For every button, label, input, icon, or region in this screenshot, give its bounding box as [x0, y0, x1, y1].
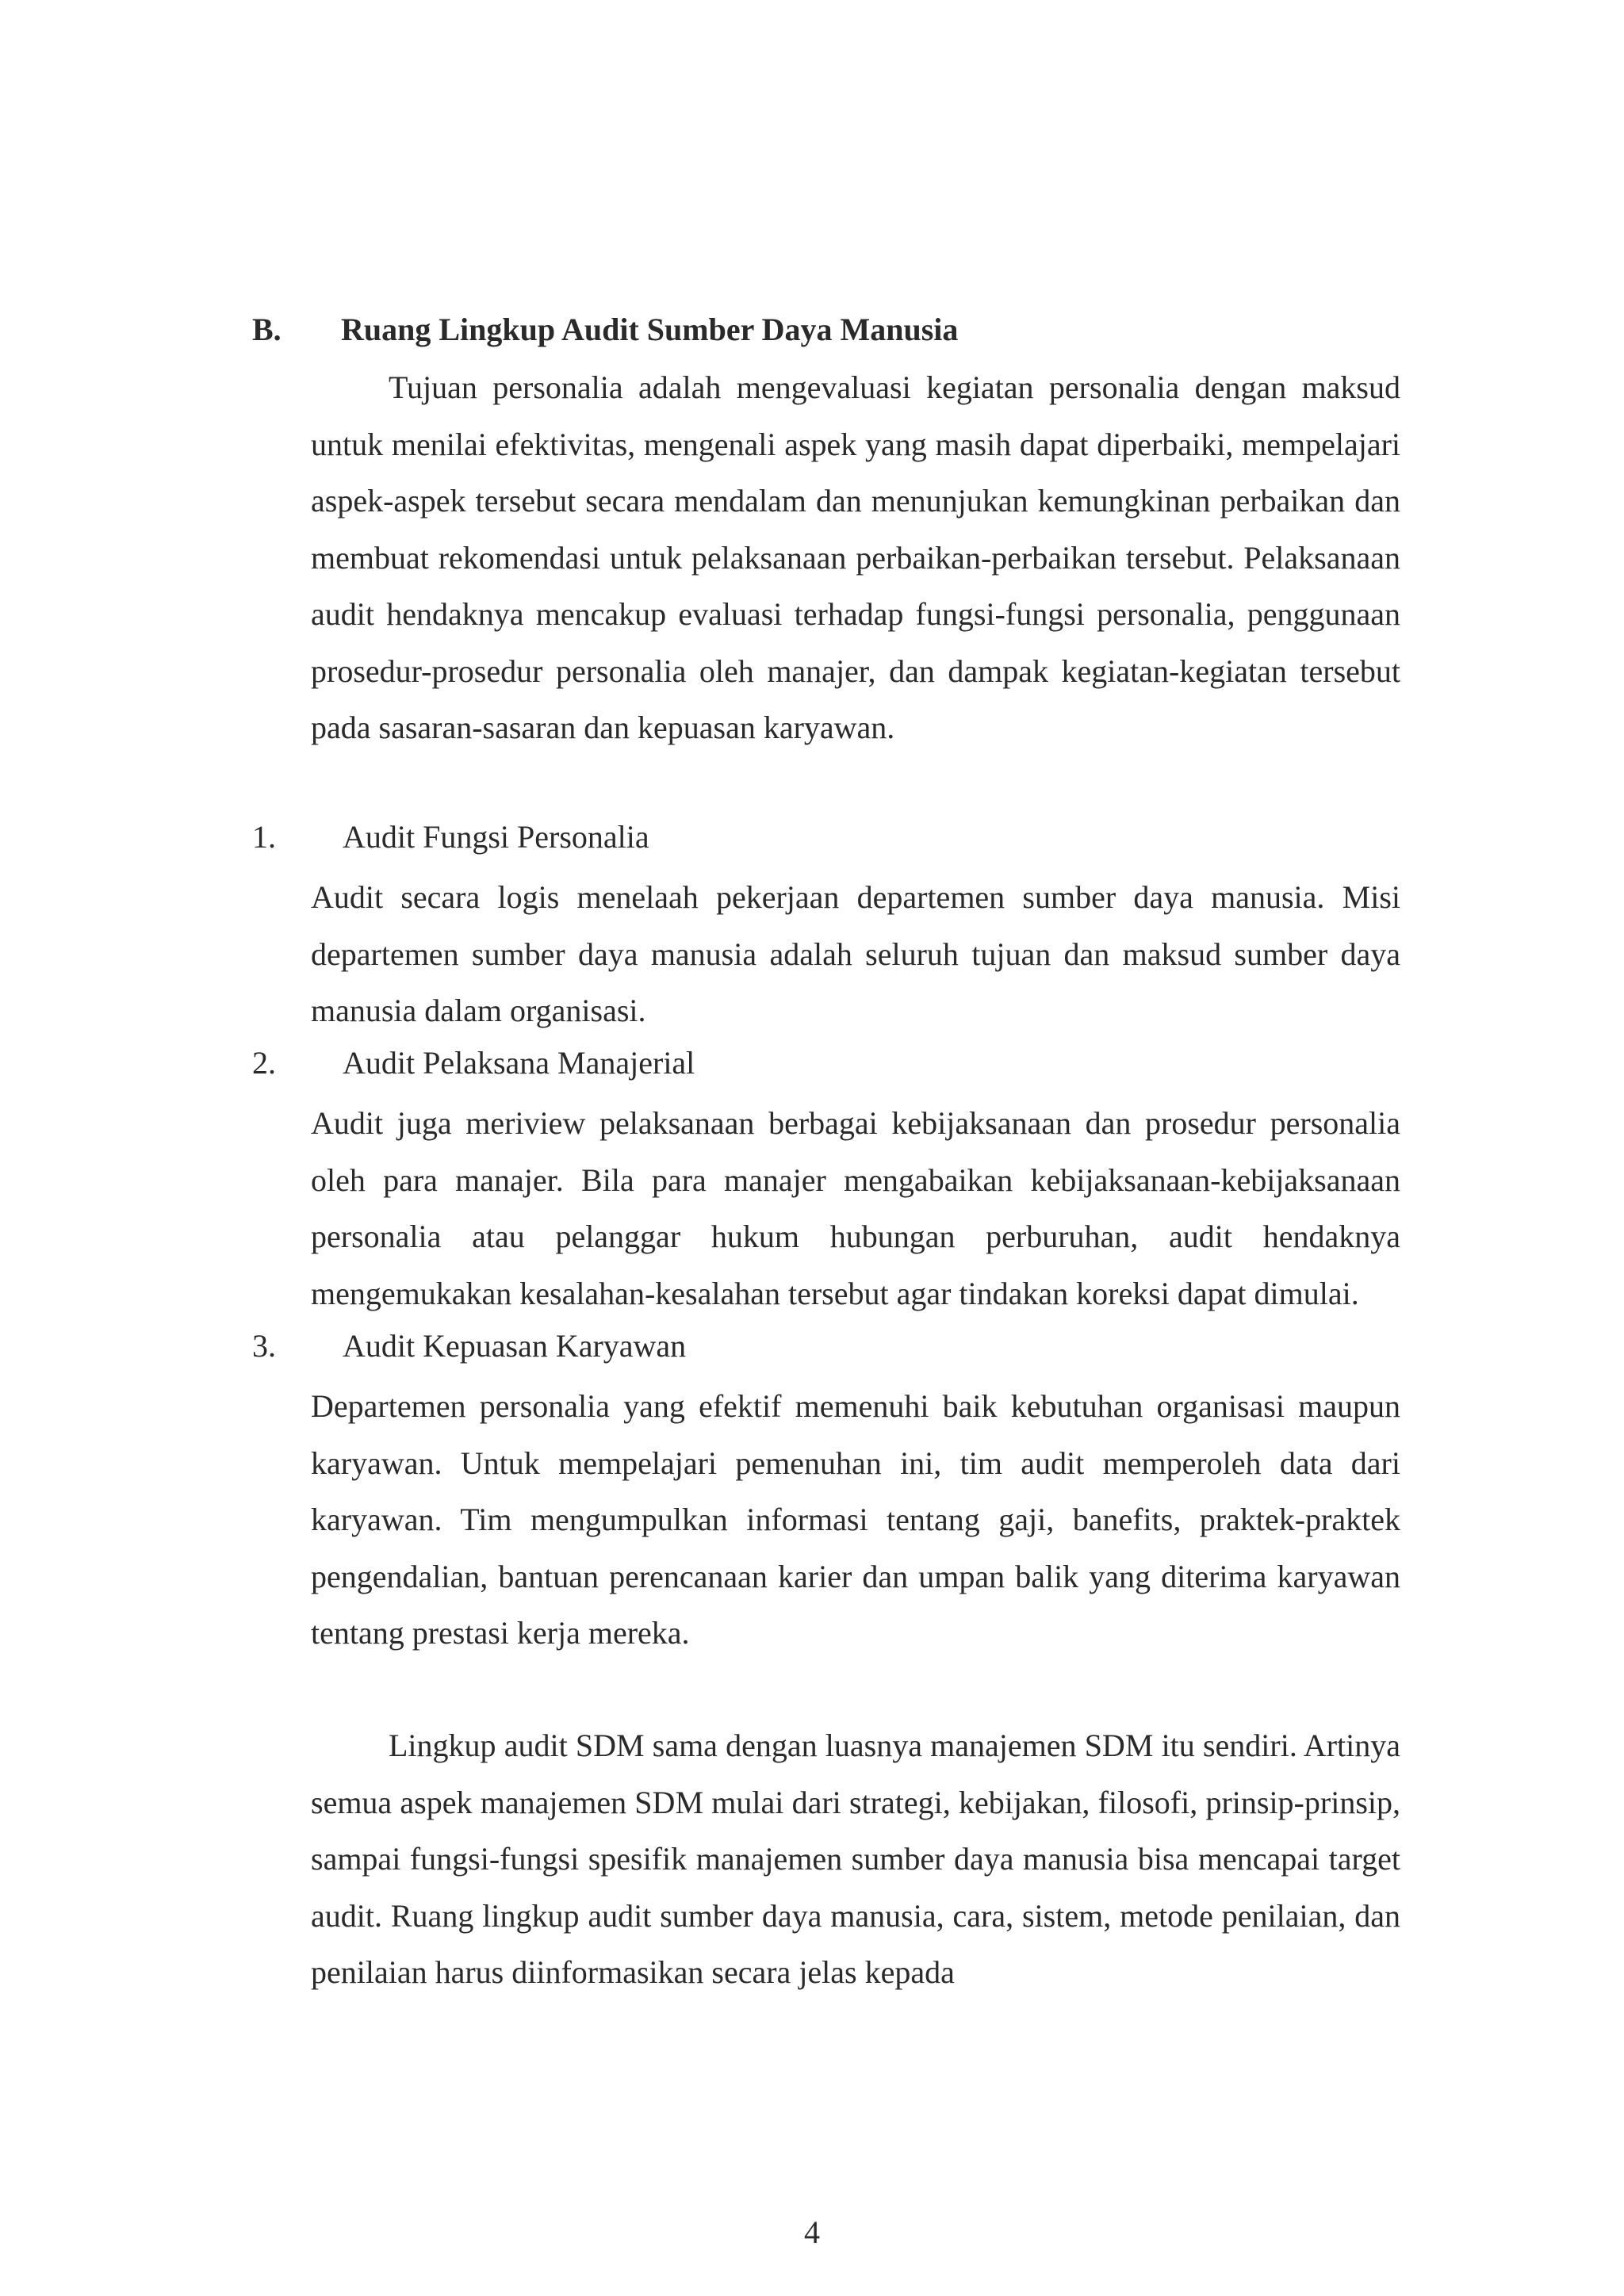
list-item-body-1 — [311, 869, 1400, 1039]
list-item-heading: Audit Kepuasan Karyawan — [343, 1328, 687, 1364]
list-item-heading: Audit Pelaksana Manajerial — [343, 1045, 695, 1081]
list-item-title-1 — [252, 815, 649, 859]
list-item-heading: Audit Fungsi Personalia — [343, 819, 649, 855]
list-item-text: Audit juga meriview pelaksanaan berbagai kebijaksanaan dan prosedur personalia oleh para manajer. Bila para manajer mengabaikan kebijaksanaan-kebijaksanaan personalia atau pelanggar hukum hubungan perburuhan, audit hendaknya mengemukakan kesalahan-kesalahan tersebut agar tindakan koreksi dapat dimulai. — [311, 1105, 1400, 1311]
list-item-title-2 — [252, 1041, 695, 1085]
section-intro-paragraph — [311, 359, 1400, 756]
list-item-body-2 — [311, 1095, 1400, 1322]
list-item-body-3 — [311, 1378, 1400, 1662]
section-marker: B. — [252, 312, 282, 347]
intro-text: Tujuan personalia adalah mengevaluasi kegiatan personalia dengan maksud untuk menilai efektivitas, mengenali aspek yang masih dapat diperbaiki, mempelajari aspek-aspek tersebut secara mendalam dan menunjukan kemungkinan perbaikan dan membuat rekomendasi untuk pelaksanaan perbaikan-perbaikan tersebut. Pelaksanaan audit hendaknya mencakup evaluasi terhadap fungsi-fungsi personalia, penggunaan prosedur-prosedur personalia oleh manajer, dan dampak kegiatan-kegiatan tersebut pada sasaran-sasaran dan kepuasan karyawan. — [311, 369, 1400, 745]
section-heading — [252, 308, 958, 352]
list-item-number: 2. — [252, 1045, 276, 1081]
list-item-number: 3. — [252, 1328, 276, 1364]
list-item-text: Departemen personalia yang efektif memenuhi baik kebutuhan organisasi maupun karyawan. Untuk mempelajari pemenuhan ini, tim audit memperoleh data dari karyawan. Tim mengumpulkan informasi tentang gaji, banefits, praktek-praktek pengendalian, bantuan perencanaan karier dan umpan balik yang diterima karyawan tentang prestasi kerja mereka. — [311, 1388, 1400, 1651]
page-number: 4 — [804, 2214, 820, 2250]
closing-paragraph — [311, 1717, 1400, 2001]
list-item-text: Audit secara logis menelaah pekerjaan departemen sumber daya manusia. Misi departemen sumber daya manusia adalah seluruh tujuan dan maksud sumber daya manusia dalam organisasi. — [311, 879, 1400, 1028]
section-title: Ruang Lingkup Audit Sumber Daya Manusia — [341, 312, 959, 347]
list-item-title-3 — [252, 1324, 686, 1368]
closing-text: Lingkup audit SDM sama dengan luasnya manajemen SDM itu sendiri. Artinya semua aspek manajemen SDM mulai dari strategi, kebijakan, filosofi, prinsip-prinsip, sampai fungsi-fungsi spesifik manajemen sumber daya manusia bisa mencapai target audit. Ruang lingkup audit sumber daya manusia, cara, sistem, metode penilaian, dan penilaian harus diinformasikan secara jelas kepada — [311, 1728, 1400, 1990]
list-item-number: 1. — [252, 819, 276, 855]
